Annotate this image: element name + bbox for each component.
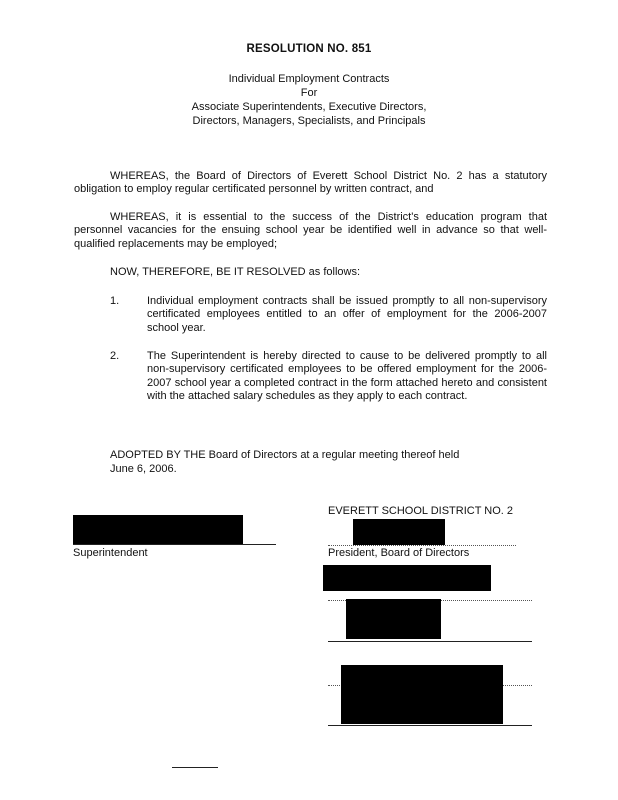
item-number-1: 1. xyxy=(110,295,120,307)
subtitle-line-4: Directors, Managers, Specialists, and Principals xyxy=(192,115,426,127)
resolved-paragraph: NOW, THEREFORE, BE IT RESOLVED as follows: xyxy=(110,266,361,278)
redacted-signature-3 xyxy=(346,599,441,639)
subtitle-line-1: Individual Employment Contracts xyxy=(228,73,390,85)
subtitle-line-2: For xyxy=(300,87,318,99)
president-signature-line xyxy=(328,545,516,546)
superintendent-signature-line xyxy=(73,544,276,545)
signature-line-3 xyxy=(328,641,532,642)
resolution-title: RESOLUTION NO. 851 xyxy=(246,43,372,55)
redacted-signature-4 xyxy=(341,665,503,724)
whereas-paragraph-2: WHEREAS, it is essential to the success of the District's education program that personnel vacancies for the ensuing school year be identified well in advance so that well-qualified replacements may be employed; xyxy=(74,211,547,250)
adopted-line-2: June 6, 2006. xyxy=(110,463,177,475)
redacted-signature-superintendent xyxy=(73,515,243,544)
district-name: EVERETT SCHOOL DISTRICT NO. 2 xyxy=(328,505,513,517)
footer-line xyxy=(172,767,218,768)
redacted-signature-president xyxy=(353,519,445,545)
superintendent-label: Superintendent xyxy=(73,547,148,559)
whereas-paragraph-1: WHEREAS, the Board of Directors of Everett School District No. 2 has a statutory obligation to employ regular certificated personnel by written contract, and xyxy=(74,170,547,196)
item-text-1: Individual employment contracts shall be issued promptly to all non-supervisory certificated employees entitled to an offer of employment for the 2006-2007 school year. xyxy=(147,295,547,334)
president-label: President, Board of Directors xyxy=(328,547,470,559)
item-number-2: 2. xyxy=(110,350,120,362)
redacted-block-1 xyxy=(323,565,491,591)
subtitle-line-3: Associate Superintendents, Executive Directors, xyxy=(191,101,427,113)
signature-line-4 xyxy=(328,725,532,726)
adopted-line-1: ADOPTED BY THE Board of Directors at a regular meeting thereof held xyxy=(110,449,460,461)
item-text-2: The Superintendent is hereby directed to cause to be delivered promptly to all non-supervisory certificated employees to be offered employment for the 2006-2007 school year a completed contract in the form attached hereto and consistent with the attached salary schedules as they apply to each contract. xyxy=(147,350,547,403)
